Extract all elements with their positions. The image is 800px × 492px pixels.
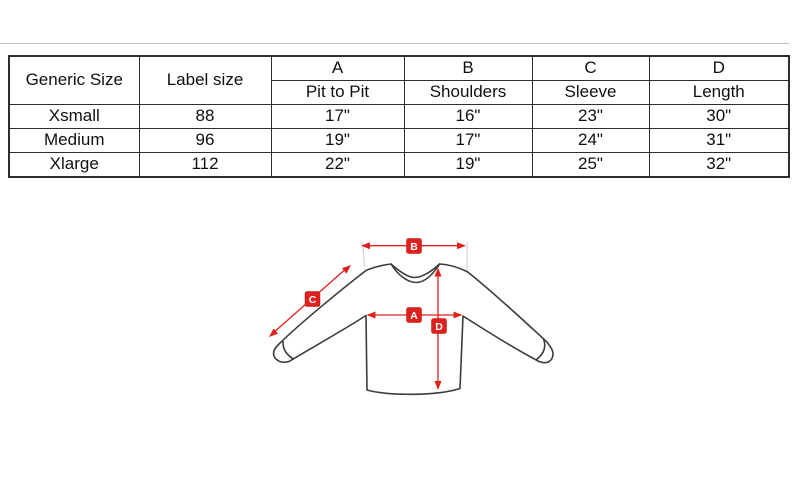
shirt-outline-drawing [274,264,553,394]
generic-size-value: Xlarge [9,153,139,178]
measure-name-c-cell: Sleeve [532,81,649,105]
shirt-measurement-diagram [250,225,580,405]
shoulders-value: 19" [404,153,532,178]
sleeve-value: 23" [532,105,649,129]
sleeve-value: 25" [532,153,649,178]
header-letter-row [9,56,789,81]
generic-size-value: Medium [9,129,139,153]
pit-to-pit-value: 22" [271,153,404,178]
label-size-header-cell: Label size [139,56,271,105]
table-row-medium [9,129,789,153]
label-size-value: 112 [139,153,271,178]
measure-name-a-cell: Pit to Pit [271,81,404,105]
measure-letter-b-cell: B [404,56,532,81]
faint-divider-line [0,43,789,44]
label-size-value: 96 [139,129,271,153]
label-c-text: C [308,293,317,306]
table-row-xlarge [9,153,789,178]
measure-letter-c-cell: C [532,56,649,81]
measure-name-b-cell: Shoulders [404,81,532,105]
measure-letter-a-cell: A [271,56,404,81]
size-chart-table [8,55,790,178]
generic-size-header-cell: Generic Size [9,56,139,105]
pit-to-pit-value: 19" [271,129,404,153]
label-a-text: A [410,309,418,322]
length-value: 31" [649,129,789,153]
label-d-text: D [435,320,443,333]
label-b-text: B [410,240,418,253]
length-value: 30" [649,105,789,129]
length-value: 32" [649,153,789,178]
shoulders-value: 16" [404,105,532,129]
pit-to-pit-value: 17" [271,105,404,129]
table-row-xsmall [9,105,789,129]
label-size-value: 88 [139,105,271,129]
measure-letter-d-cell: D [649,56,789,81]
sleeve-value: 24" [532,129,649,153]
generic-size-value: Xsmall [9,105,139,129]
shoulders-value: 17" [404,129,532,153]
measure-name-d-cell: Length [649,81,789,105]
